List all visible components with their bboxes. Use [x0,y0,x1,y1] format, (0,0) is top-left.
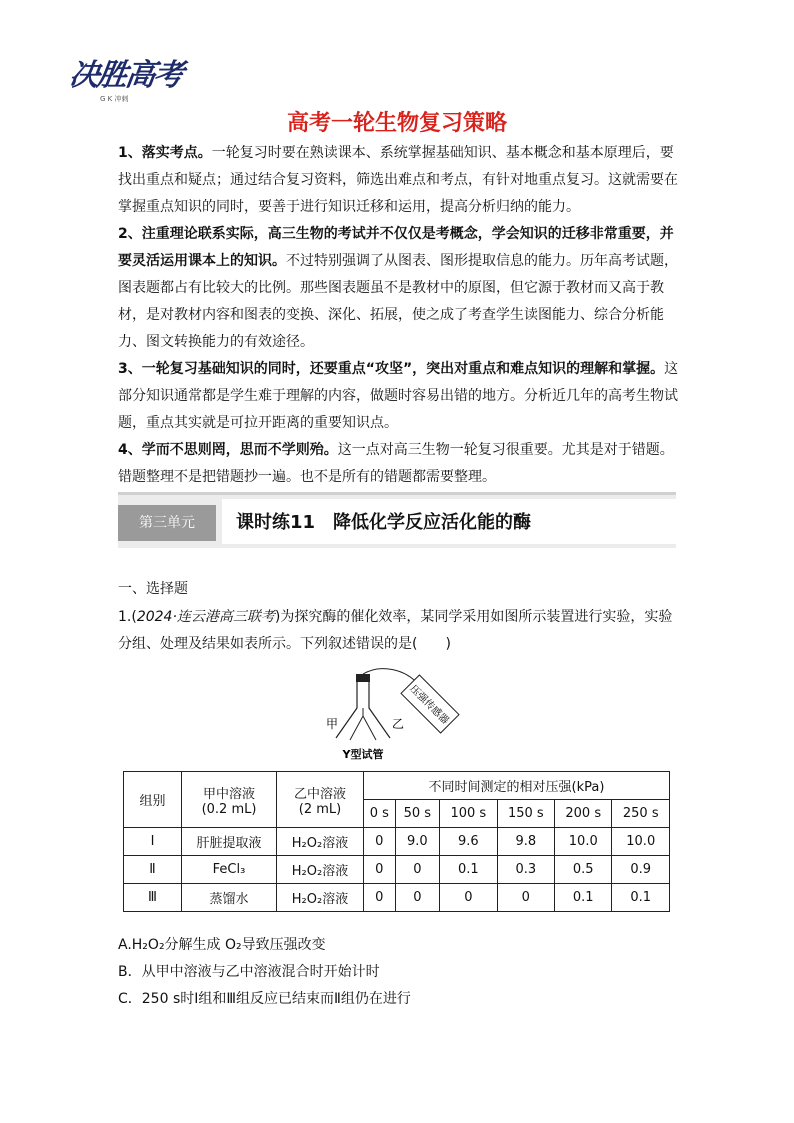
pressure-sensor-label: 压强传感器 [407,683,451,727]
header-a-label: 甲中溶液 [202,786,255,802]
value-cell: 0.1 [612,884,670,912]
strategy-4-head: 4、学而不思则罔，思而不学则殆。 [118,442,338,458]
label-yi: 乙 [392,717,405,731]
question-source: 2024·连云港高三联考 [136,609,275,625]
page-title: 高考一轮生物复习策略 [286,111,507,136]
question-text: )为探究酶的催化效率，某同学采用如图所示装置进行实验，实验分组、处理及结果如表所示。下列叙述错误的是( ) [118,609,673,652]
unit-banner [118,492,676,548]
section-heading: 一、选择题 [118,581,188,597]
value-cell: 0.1 [440,856,497,884]
time-cell: 150 s [497,800,554,828]
table-header-row [124,772,670,800]
label-jia: 甲 [326,717,339,731]
intro-strategies [118,140,680,491]
value-cell: 0 [395,884,440,912]
header-solution-a [182,772,277,828]
strategy-1-head: 1、落实考点。 [118,145,212,161]
value-cell: 0 [364,828,396,856]
lesson-title: 课时练11 降低化学反应活化能的酶 [236,512,532,533]
value-cell: 0.5 [555,856,612,884]
table-row [124,884,670,912]
unit-label: 第三单元 [118,505,216,541]
header-solution-b [277,772,364,828]
tube-stopper [356,674,370,682]
value-cell: 0 [440,884,497,912]
header-group: 组别 [124,772,182,828]
solution-b-cell: H₂O₂溶液 [277,884,364,912]
strategy-2-head: 2、注重理论联系实际，高三生物的考试并不仅仅是考概念，学会知识的迁移非常重要，并要灵活运用课本上的知识。 [118,226,674,269]
value-cell: 10.0 [555,828,612,856]
solution-b-cell: H₂O₂溶液 [277,828,364,856]
header-a-unit: (0.2 mL) [201,801,257,817]
solution-b-cell: H₂O₂溶液 [277,856,364,884]
group-cell: Ⅲ [124,884,182,912]
table-row [124,828,670,856]
value-cell: 9.6 [440,828,497,856]
strategy-3 [118,356,680,437]
value-cell: 0.3 [497,856,554,884]
value-cell: 0 [364,856,396,884]
strategy-2-body: 不过特别强调了从图表、图形提取信息的能力。历年高考试题，图表题都占有比较大的比例。那些图表题虽不是教材中的原图，但它源于教材而又高于教材，是对教材内容和图表的变换、深化、拓展，使之成了考查学生读图能力、综合分析能力、图文转换能力的有效途径。 [118,253,678,350]
value-cell: 0 [497,884,554,912]
value-cell: 0.9 [612,856,670,884]
time-cell: 0 s [364,800,396,828]
group-cell: Ⅰ [124,828,182,856]
option-a: A.H₂O₂分解生成 O₂导致压强改变 [118,937,326,953]
question-number: 1.( [118,609,137,625]
value-cell: 9.8 [497,828,554,856]
value-cell: 10.0 [612,828,670,856]
strategy-2 [118,221,680,356]
strategy-4 [118,437,680,491]
strategy-1 [118,140,680,221]
time-cell: 50 s [395,800,440,828]
results-table [123,771,670,912]
group-cell: Ⅱ [124,856,182,884]
solution-a-cell: 蒸馏水 [182,884,277,912]
value-cell: 0 [364,884,396,912]
strategy-3-body: 这部分知识通常都是学生难于理解的内容，做题时容易出错的地方。分析近几年的高考生物试题，重点其实就是可拉开距离的重要知识点。 [118,361,679,431]
strategy-4-body: 这一点对高三生物一轮复习很重要。尤其是对于错题。错题整理不是把错题抄一遍。也不是所有的错题都需要整理。 [118,442,674,485]
diagram-caption: Y型试管 [342,748,384,761]
y-tube-diagram [310,668,460,768]
strategy-3-head: 3、一轮复习基础知识的同时，还要重点“攻坚”，突出对重点和难点知识的理解和掌握。 [118,361,665,377]
time-cell: 200 s [555,800,612,828]
question-1 [118,604,680,658]
option-b: B．从甲中溶液与乙中溶液混合时开始计时 [118,964,380,980]
header-pressure: 不同时间测定的相对压强(kPa) [364,772,670,800]
strategy-1-body: 一轮复习时要在熟读课本、系统掌握基础知识、基本概念和基本原理后，要找出重点和疑点；通过结合复习资料，筛选出难点和考点，有针对地重点复习。这就需要在掌握重点知识的同时，要善于进行知识迁移和运用，提高分析归纳的能力。 [118,145,678,215]
table-row [124,856,670,884]
logo-text: 决胜高考 [67,58,184,93]
header-b-unit: (2 mL) [298,801,342,817]
solution-a-cell: FeCl₃ [182,856,277,884]
value-cell: 0.1 [555,884,612,912]
time-cell: 100 s [440,800,497,828]
header-b-label: 乙中溶液 [293,786,346,802]
solution-a-cell: 肝脏提取液 [182,828,277,856]
logo-subtext: G K 冲刺 [100,95,129,103]
time-cell: 250 s [612,800,670,828]
value-cell: 0 [395,856,440,884]
option-c: C．250 s时Ⅰ组和Ⅲ组反应已结束而Ⅱ组仍在进行 [118,991,411,1007]
value-cell: 9.0 [395,828,440,856]
